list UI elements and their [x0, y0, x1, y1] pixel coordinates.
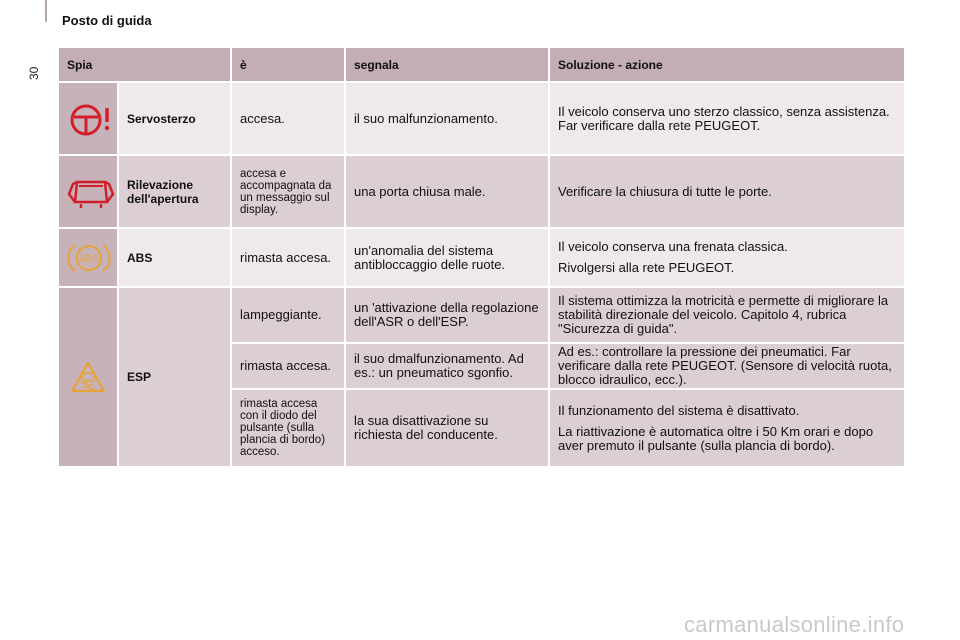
light-name: ESP: [118, 287, 231, 467]
light-signals: la sua disattivazione su richiesta del conducente.: [345, 389, 549, 467]
solution-paragraph: Il veicolo conserva una frenata classica.: [558, 239, 788, 254]
light-solution: Il veicolo conserva uno sterzo classico, senza assistenza. Far verificare dalla rete PEUGEOT.: [549, 82, 905, 155]
table-row: [58, 155, 905, 228]
icon-cell: [58, 287, 118, 467]
light-signals: il suo dmalfunzionamento. Ad es.: un pneumatico sgonfio.: [345, 343, 549, 389]
light-solution: Il sistema ottimizza la motricità e permette di migliorare la stabilità direzionale del veicolo. Capitolo 4, rubrica "Sicurezza di guida".: [549, 287, 905, 343]
table-row: [58, 82, 905, 155]
icon-cell: [58, 228, 118, 287]
light-state: rimasta accesa con il diodo del pulsante (sulla plancia di bordo) acceso.: [231, 389, 345, 467]
light-state: rimasta accesa.: [231, 228, 345, 287]
light-solution: Verificare la chiusura di tutte le porte.: [549, 155, 905, 228]
left-margin-rule: [45, 0, 47, 22]
col-header-state: è: [231, 47, 345, 82]
esp-warning-icon: [70, 360, 106, 394]
col-header-spia: Spia: [58, 47, 231, 82]
light-state: accesa.: [231, 82, 345, 155]
light-solution: Ad es.: controllare la pressione dei pneumatici. Far verificare dalla rete PEUGEOT. (Sensore di velocità ruota, blocco idraulico, ecc.).: [549, 343, 905, 389]
page-number: 30: [27, 66, 41, 80]
light-name: Servosterzo: [118, 82, 231, 155]
section-title: Posto di guida: [62, 13, 152, 28]
table-row: [58, 228, 905, 287]
icon-cell: [58, 82, 118, 155]
light-signals: un 'attivazione della regolazione dell'ASR o dell'ESP.: [345, 287, 549, 343]
light-signals: il suo malfunzionamento.: [345, 82, 549, 155]
solution-paragraph: Il funzionamento del sistema è disattivato.: [558, 402, 800, 418]
light-signals: una porta chiusa male.: [345, 155, 549, 228]
light-state: lampeggiante.: [231, 287, 345, 343]
col-header-solution: Soluzione - azione: [549, 47, 905, 82]
abs-warning-icon: [67, 240, 111, 276]
light-state: rimasta accesa.: [231, 343, 345, 389]
icon-cell: [58, 155, 118, 228]
light-name: ABS: [118, 228, 231, 287]
solution-paragraph: Rivolgersi alla rete PEUGEOT.: [558, 260, 735, 275]
light-signals: un'anomalia del sistema antibloccaggio delle ruote.: [345, 228, 549, 287]
light-solution: [549, 389, 905, 467]
warning-lights-table: [57, 46, 906, 468]
table-header-row: [58, 47, 905, 82]
solution-paragraph: La riattivazione è automatica oltre i 50 Km orari e dopo aver premuto il pulsante (sulla plancia di bordo).: [558, 423, 874, 453]
light-state: accesa e accompagnata da un messaggio sul display.: [231, 155, 345, 228]
power-steering-warning-icon: [67, 100, 113, 138]
table-row: [58, 287, 905, 343]
door-open-warning-icon: [67, 174, 115, 210]
light-solution: [549, 228, 905, 287]
col-header-signals: segnala: [345, 47, 549, 82]
watermark: carmanualsonline.info: [684, 612, 905, 637]
abs-icon-text: ABS: [78, 253, 100, 265]
light-name: Rilevazione dell'apertura: [118, 155, 231, 228]
